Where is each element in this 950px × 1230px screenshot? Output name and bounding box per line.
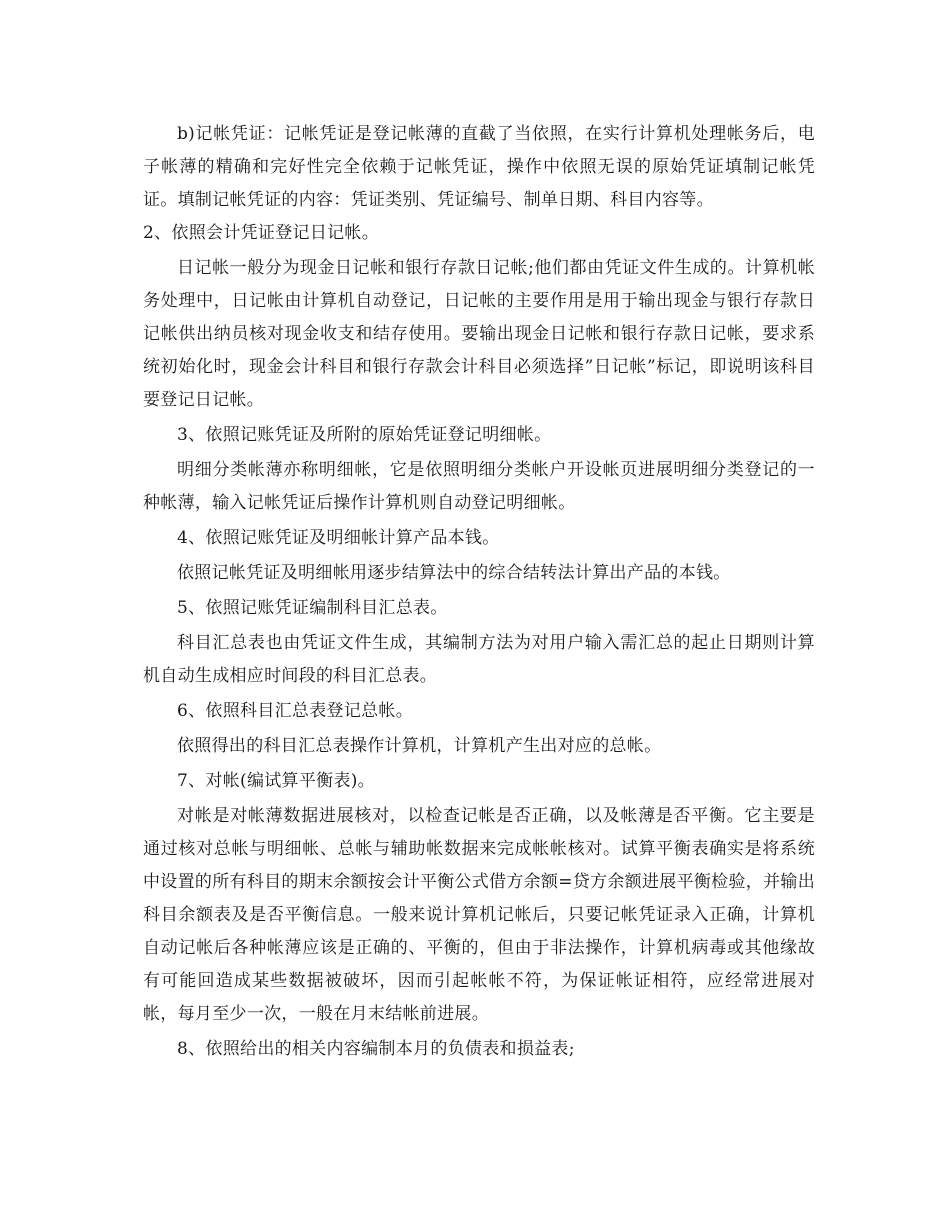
paragraph-voucher: b)记帐凭证：记帐凭证是登记帐薄的直截了当依照，在实行计算机处理帐务后，电子帐薄的精确和完好性完全依赖于记帐凭证，操作中依照无误的原始凭证填制记帐凭证。填制记帐凭证的内容：凭证类别、凭证编号、制单日期、科目内容等。 <box>143 124 815 210</box>
paragraph-summary-table: 科目汇总表也由凭证文件生成，其编制方法为对用户输入需汇总的起止日期则计算机自动生成相应时间段的科目汇总表。 <box>143 633 815 686</box>
paragraph-subsidiary-ledger: 明细分类帐薄亦称明细帐，它是依照明细分类帐户开设帐页进展明细分类登记的一种帐薄，输入记帐凭证后操作计算机则自动登记明细帐。 <box>143 460 815 513</box>
heading-step-8: 8、依照给出的相关内容编制本月的负债表和损益表; <box>177 1039 575 1059</box>
heading-step-2: 2、依照会计凭证登记日记帐。 <box>143 223 380 243</box>
heading-step-5: 5、依照记账凭证编制科目汇总表。 <box>177 598 448 618</box>
heading-step-7: 7、对帐(编试算平衡表)。 <box>177 771 375 791</box>
paragraph-reconciliation: 对帐是对帐薄数据进展核对，以检查记帐是否正确，以及帐薄是否平衡。它主要是通过核对总帐与明细帐、总帐与辅助帐数据来完成帐帐核对。试算平衡表确实是将系统中设置的所有科目的期末余额按会计平衡公式借方余额=贷方余额进展平衡检验，并输出科目余额表及是否平衡信息。一般来说计算机记帐后，只要记帐凭证录入正确，计算机自动记帐后各种帐薄应该是正确的、平衡的，但由于非法操作，计算机病毒或其他缘故有可能回造成某些数据被破坏，因而引起帐帐不符，为保证帐证相符，应经常进展对帐，每月至少一次，一般在月末结帐前进展。 <box>143 806 815 1024</box>
paragraph-product-cost: 依照记帐凭证及明细帐用逐步结算法中的综合结转法计算出产品的本钱。 <box>177 563 731 583</box>
heading-step-4: 4、依照记账凭证及明细帐计算产品本钱。 <box>177 528 500 548</box>
paragraph-journal: 日记帐一般分为现金日记帐和银行存款日记帐;他们都由凭证文件生成的。计算机帐务处理中，日记帐由计算机自动登记，日记帐的主要作用是用于输出现金与银行存款日记帐供出纳员核对现金收支和结存使用。要输出现金日记帐和银行存款日记帐，要求系统初始化时，现金会计科目和银行存款会计科目必须选择”日记帐”标记，即说明该科目要登记日记帐。 <box>143 258 815 410</box>
paragraph-general-ledger: 依照得出的科目汇总表操作计算机，计算机产生出对应的总帐。 <box>177 736 662 756</box>
heading-step-6: 6、依照科目汇总表登记总帐。 <box>177 701 414 721</box>
document-body <box>143 118 815 1066</box>
heading-step-3: 3、依照记账凭证及所附的原始凭证登记明细帐。 <box>177 425 552 445</box>
